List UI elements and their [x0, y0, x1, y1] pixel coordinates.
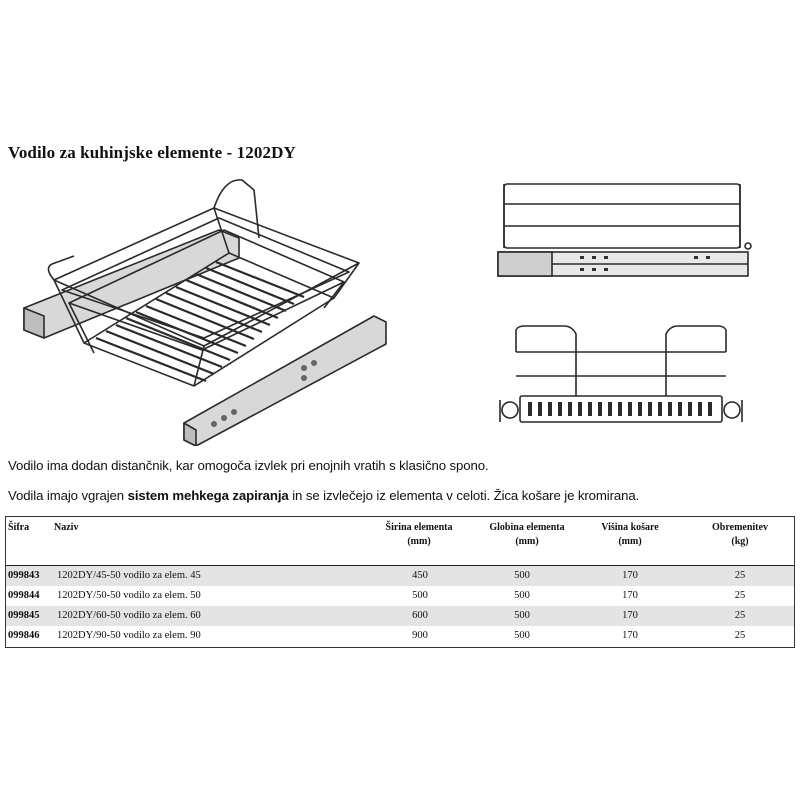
description-paragraph-1: Vodilo ima dodan distančnik, kar omogoča izvlek pri enojnih vratih s klasično spono.	[8, 458, 489, 473]
row-width: 600	[412, 610, 428, 621]
header-height-label: Višina košare	[601, 522, 659, 533]
row-depth: 500	[514, 570, 530, 581]
row-height: 170	[622, 570, 638, 581]
header-name: Naziv	[54, 522, 79, 533]
header-depth-label: Globina elementa	[489, 522, 565, 533]
row-height: 170	[622, 630, 638, 641]
row-name: 1202DY/50-50 vodilo za elem. 50	[57, 590, 201, 601]
basket-front-view-illustration	[494, 322, 748, 436]
row-name: 1202DY/60-50 vodilo za elem. 60	[57, 610, 201, 621]
basket-perspective-illustration	[14, 168, 394, 446]
row-load: 25	[734, 570, 746, 581]
row-width: 900	[412, 630, 428, 641]
row-name: 1202DY/90-50 vodilo za elem. 90	[57, 630, 201, 641]
header-width-label: Širina elementa	[385, 522, 453, 533]
row-code: 099846	[8, 630, 40, 641]
paragraph-2-tail: in se izvlečejo iz elementa v celoti. Žica košare je kromirana.	[288, 488, 640, 503]
row-height: 170	[622, 610, 638, 621]
header-depth	[472, 521, 582, 549]
row-name: 1202DY/45-50 vodilo za elem. 45	[57, 570, 201, 581]
table-header	[6, 517, 794, 566]
row-height: 170	[622, 590, 638, 601]
header-load	[694, 521, 786, 549]
description-paragraph-2	[8, 488, 639, 503]
basket-side-view-illustration	[494, 180, 756, 282]
header-load-unit: (kg)	[731, 536, 749, 547]
product-table	[5, 516, 795, 648]
header-height-unit: (mm)	[618, 536, 642, 547]
header-depth-unit: (mm)	[515, 536, 539, 547]
row-load: 25	[734, 610, 746, 621]
header-width-unit: (mm)	[407, 536, 431, 547]
row-depth: 500	[514, 610, 530, 621]
row-code: 099845	[8, 610, 40, 621]
row-width: 450	[412, 570, 428, 581]
paragraph-2-highlight: sistem mehkega zapiranja	[127, 488, 289, 503]
header-height	[580, 521, 680, 549]
table-row	[6, 566, 794, 586]
page-title: Vodilo za kuhinjske elemente - 1202DY	[8, 143, 296, 162]
header-load-label: Obremenitev	[712, 522, 768, 533]
paragraph-2-lead: Vodila imajo vgrajen	[8, 488, 128, 503]
row-load: 25	[734, 630, 746, 641]
header-code: Šifra	[8, 522, 30, 533]
row-depth: 500	[514, 590, 530, 601]
row-load: 25	[734, 590, 746, 601]
row-code: 099844	[8, 590, 40, 601]
header-width	[364, 521, 474, 549]
table-row	[6, 626, 794, 646]
row-code: 099843	[8, 570, 40, 581]
table-row	[6, 606, 794, 626]
table-row	[6, 586, 794, 606]
row-width: 500	[412, 590, 428, 601]
row-depth: 500	[514, 630, 530, 641]
